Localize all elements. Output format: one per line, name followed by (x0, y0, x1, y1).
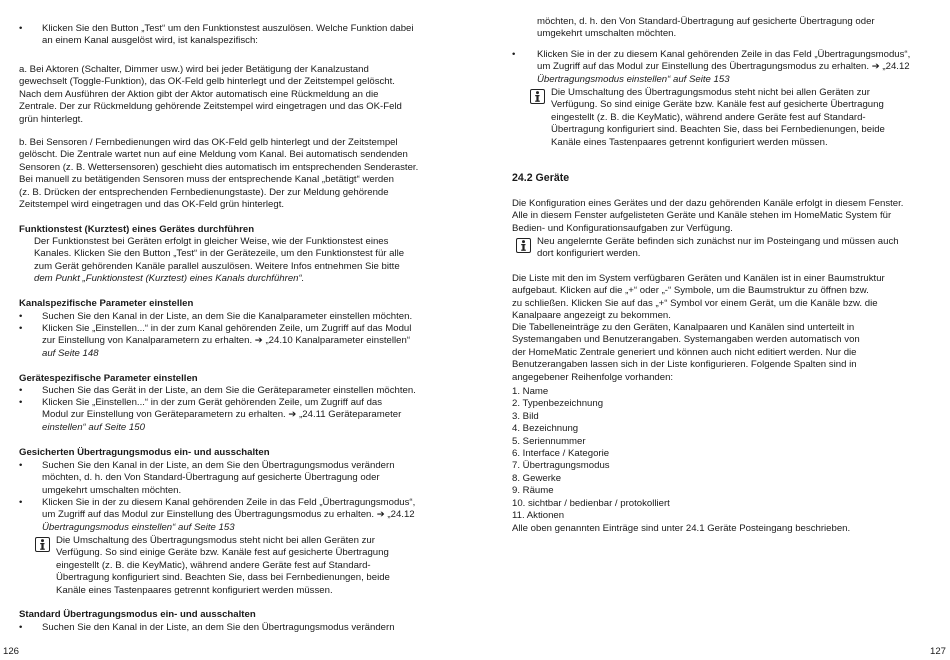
info-note: Die Umschaltung des Übertragungsmodus steht nicht bei allen Geräten zur Verfügung. So sind einige Geräte bzw. Kanäle fest auf gesicherte Übertragung eingestellt (z. B. die KeyMatic), während andere Geräte fest auf Standard- Übertragung konfiguriert sind. Beachten Sie, dass bei Fernbedienungen, beide Kanäle eines Tastenpaares getrennt konfiguriert werden müssen. (551, 87, 885, 148)
list-item: 10. sichtbar / bedienbar / protokolliert (512, 497, 670, 509)
transfer-mode-step: Klicken Sie in der zu diesem Kanal gehörenden Zeile in das Feld „Übertragungsmodus“, um Zugriff auf das Modul zur Einstellung des Übertragungsmodus zu erhalten. ➔ „24.12 Übertragungsmodus einstellen“ auf Seite 153 (537, 49, 911, 85)
test-button-instruction: Klicken Sie den Button „Test“ um den Funktionstest auszulösen. Welche Funktion dabei an einem Kanal ausgelöst wird, ist kanalspezifisch: (42, 23, 414, 47)
tree-paragraph: Die Liste mit den im System verfügbaren Geräten und Kanälen ist in einer Baumstruktur aufgebaut. Klicken auf die „+“ oder „-“ Symbole, um die Baumstruktur zu öffnen bzw. zu schließen. Klicken Sie auf das „+“ Symbol vor einem Gerät, um die Kanäle bzw. die Kanalpaare angezeigt zu bekommen. (512, 273, 885, 322)
list-item: 3. Bild (512, 410, 539, 422)
geraete-heading: Gerätespezifische Parameter einstellen (19, 373, 198, 384)
section-heading: 24.2 Geräte (512, 172, 570, 184)
geraete-step-2: Klicken Sie „Einstellen...“ in der zum Gerät gehörenden Zeile, um Zugriff auf das Modul zur Einstellung von Geräteparametern zu erhalten. ➔ „24.11 Geräteparameter einstellen“ auf Seite 150 (42, 397, 402, 433)
geraete-step-1: Suchen Sie das Gerät in der Liste, an dem Sie die Geräteparameter einstellen möchten. (42, 385, 416, 396)
list-item: 7. Übertragungsmodus (512, 460, 610, 472)
info-icon (530, 89, 545, 104)
bullet-dot: • (19, 311, 23, 322)
funktionstest-heading: Funktionstest (Kurztest) eines Gerätes durchführen (19, 224, 255, 235)
page-number: 127 (930, 646, 947, 657)
list-item: 8. Gewerke (512, 472, 562, 484)
gesichert-step-2: Klicken Sie in der zu diesem Kanal gehörenden Zeile in das Feld „Übertragungsmodus“, um Zugriff auf das Modul zur Einstellung des Übertragungsmodus zu erhalten. ➔ „24.12 Übertragungsmodus einstellen“ auf Seite 153 (42, 497, 416, 533)
list-item: 1. Name (512, 386, 549, 397)
kanal-step-1: Suchen Sie den Kanal in der Liste, an dem Sie die Kanalparameter einstellen möchten. (42, 311, 413, 322)
list-item: 11. Aktionen (512, 510, 565, 522)
table-paragraph: Die Tabelleneinträge zu den Geräten, Kanalpaaren und Kanälen sind unterteilt in Systemangaben und Benutzerangaben. Systemangaben werden automatisch von der HomeMatic Zentrale generiert und können auch nicht editiert werden. Nur die Benutzerangaben lassen sich in der Liste konfigurieren. Folgende Spalten sind in angegebener Reihenfolge vorhanden: (512, 322, 860, 383)
bullet-dot: • (19, 460, 23, 471)
actuator-paragraph: a. Bei Aktoren (Schalter, Dimmer usw.) wird bei jeder Betätigung der Kanalzustand gewechselt (Toggle-Funktion), das OK-Feld gelb hinterlegt und der Zeitstempel gelöscht. Nach dem Ausführen der Aktion gibt der Aktor automatisch eine Rückmeldung an die Zentrale. Der zur Rückmeldung gehörende Zeitstempel wird eingetragen und das OK-Feld grün hinterlegt. (19, 64, 402, 125)
bullet-dot: • (512, 49, 516, 60)
info-note: Die Umschaltung des Übertragungsmodus steht nicht bei allen Geräten zur Verfügung. So sind einige Geräte bzw. Kanäle fest auf gesicherte Übertragung eingestellt (z. B. die KeyMatic), während andere Geräte fest auf Standard- Übertragung konfiguriert sind. Beachten Sie, dass bei Fernbedienungen, beide Kanäle eines Tastenpaares getrennt konfiguriert werden müssen. (56, 535, 390, 596)
standard-heading: Standard Übertragungsmodus ein- und ausschalten (19, 609, 256, 620)
sensor-paragraph: b. Bei Sensoren / Fernbedienungen wird das OK-Feld gelb hinterlegt und der Zeitstempel gelöscht. Die Zentrale wartet nun auf eine Meldung vom Kanal. Bei automatisch sendenden Sensoren (z. B. Wettersensoren) geschieht dies automatisch im entsprechenden Senderaster. Bei manuell zu betätigenden Sensoren muss der entsprechende Kanal „betätigt“ werden (z. B. Drücken der entsprechenden Fernbedienungstaste). Der zur Meldung gehörende Zeitstempel wird eingetragen und das OK-Feld grün hinterlegt. (19, 137, 419, 211)
posteingang-note: Neu angelernte Geräte befinden sich zunächst nur im Posteingang und müssen auch dort konfiguriert werden. (537, 236, 899, 260)
bullet-dot: • (19, 622, 23, 633)
closing-sentence: Alle oben genannten Einträge sind unter 24.1 Geräte Posteingang beschrieben. (512, 523, 851, 534)
gesichert-heading: Gesicherten Übertragungsmodus ein- und ausschalten (19, 447, 270, 458)
list-item: 6. Interface / Kategorie (512, 448, 610, 460)
column-list (512, 386, 670, 522)
gesichert-step-1: Suchen Sie den Kanal in der Liste, an dem Sie den Übertragungsmodus verändern möchten, d. h. den Von Standard-Übertragung auf gesicherte Übertragung oder umgekehrt umschalten möchten. (42, 460, 395, 496)
section-intro: Die Konfiguration eines Gerätes und der dazu gehörenden Kanäle erfolgt in diesem Fenster. Alle in diesem Fenster aufgelisteten Geräte und Kanäle stehen im HomeMatic System für Bedien- und Konfigurationsaufgaben zur Verfügung. (512, 198, 904, 234)
bullet-dot: • (19, 497, 23, 508)
bullet-dot: • (19, 397, 23, 408)
bullet-dot: • (19, 323, 23, 334)
info-icon (35, 537, 50, 552)
kanal-step-2: Klicken Sie „Einstellen...“ in der zum Kanal gehörenden Zeile, um Zugriff auf das Modul zur Einstellung von Kanalparametern zu erhalten. ➔ „24.10 Kanalparameter einstellen“ auf Seite 148 (42, 323, 412, 359)
page-number: 126 (3, 646, 20, 657)
kanal-heading: Kanalspezifische Parameter einstellen (19, 298, 194, 309)
list-item: 2. Typenbezeichnung (512, 398, 604, 410)
info-icon (516, 238, 531, 253)
bullet-dot: • (19, 23, 23, 34)
bullet-dot: • (19, 385, 23, 396)
standard-step-1: Suchen Sie den Kanal in der Liste, an dem Sie den Übertragungsmodus verändern (42, 622, 395, 633)
funktionstest-text: Der Funktionstest bei Geräten erfolgt in gleicher Weise, wie der Funktionstest eines Kanales. Klicken Sie den Button „Test“ in der Gerätezeile, um den Funktionstest für alle zum Gerät gehörenden Kanäle parallel auszulösen. Weitere Infos entnehmen Sie bitte dem Punkt „Funktionstest (Kurztest) eines Kanals durchführen“. (34, 236, 405, 285)
list-item: 4. Bezeichnung (512, 423, 579, 435)
continued-text: möchten, d. h. den Von Standard-Übertragung auf gesicherte Übertragung oder umgekehrt umschalten möchten. (537, 16, 875, 40)
list-item: 5. Seriennummer (512, 435, 586, 447)
list-item: 9. Räume (512, 485, 554, 497)
